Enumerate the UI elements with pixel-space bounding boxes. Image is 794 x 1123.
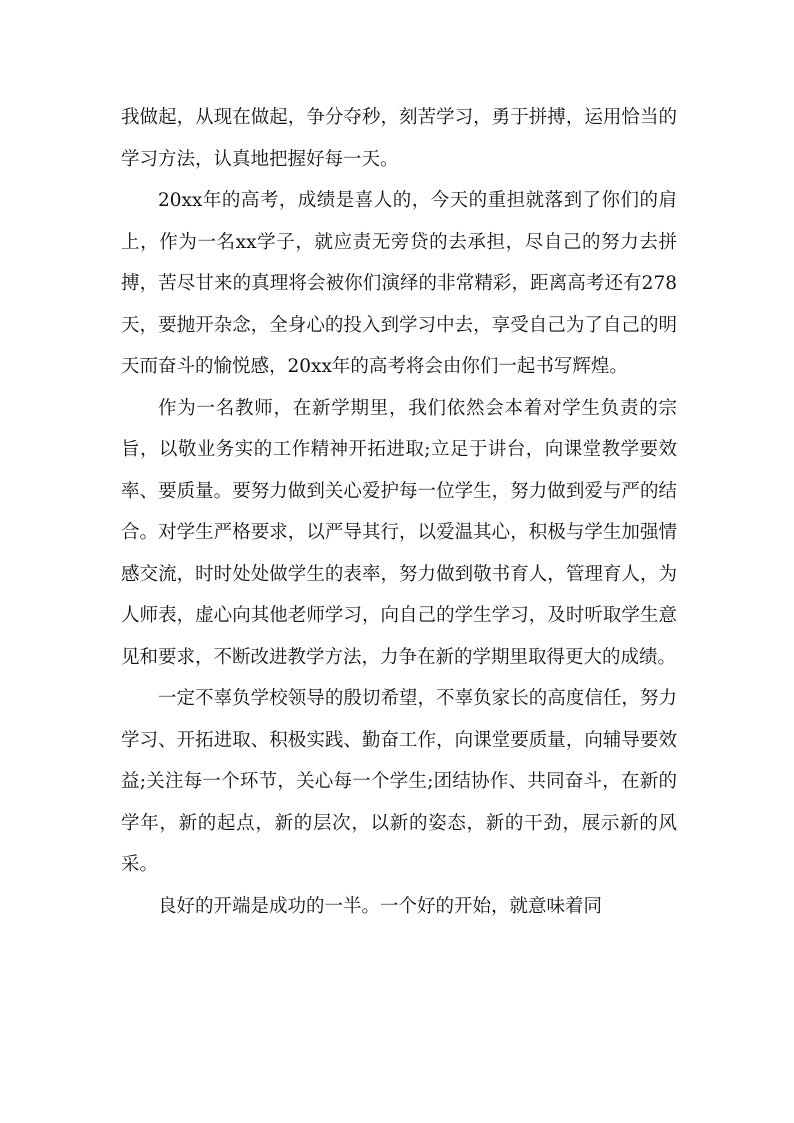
document-body [121,97,677,927]
paragraph-continued: 我做起，从现在做起，争分夺秒，刻苦学习，勇于拼搏，运用恰当的学习方法，认真地把握好每一天。 [121,107,677,170]
paragraph-teacher: 作为一名教师，在新学期里，我们依然会本着对学生负责的宗旨，以敬业务实的工作精神开拓进取;立足于讲台，向课堂教学要效率、要质量。要努力做到关心爱护每一位学生，努力做到爱与严的结合。对学生严格要求，以严导其行，以爱温其心，积极与学生加强情感交流，时时处处做学生的表率，努力做到敬书育人，管理育人，为人师表，虚心向其他老师学习，向自己的学生学习，及时听取学生意见和要求，不断改进教学方法，力争在新的学期里取得更大的成绩。 [121,397,677,668]
paragraph-gaokao: 20xx年的高考，成绩是喜人的，今天的重担就落到了你们的肩上，作为一名xx学子，就应责无旁贷的去承担，尽自己的努力去拼搏，苦尽甘来的真理将会被你们演绎的非常精彩，距离高考还有278天，要抛开杂念，全身心的投入到学习中去，享受自己为了自己的明天而奋斗的愉悦感，20xx年的高考将会由你们一起书写辉煌。 [121,190,677,377]
paragraph-commitment: 一定不辜负学校领导的殷切希望，不辜负家长的高度信任，努力学习、开拓进取、积极实践、勤奋工作，向课堂要质量，向辅导要效益;关注每一个环节，关心每一个学生;团结协作、共同奋斗，在新的学年，新的起点，新的层次，以新的姿态，新的干劲，展示新的风采。 [121,688,677,875]
paragraph-good-start: 良好的开端是成功的一半。一个好的开始，就意味着同 [158,895,603,917]
